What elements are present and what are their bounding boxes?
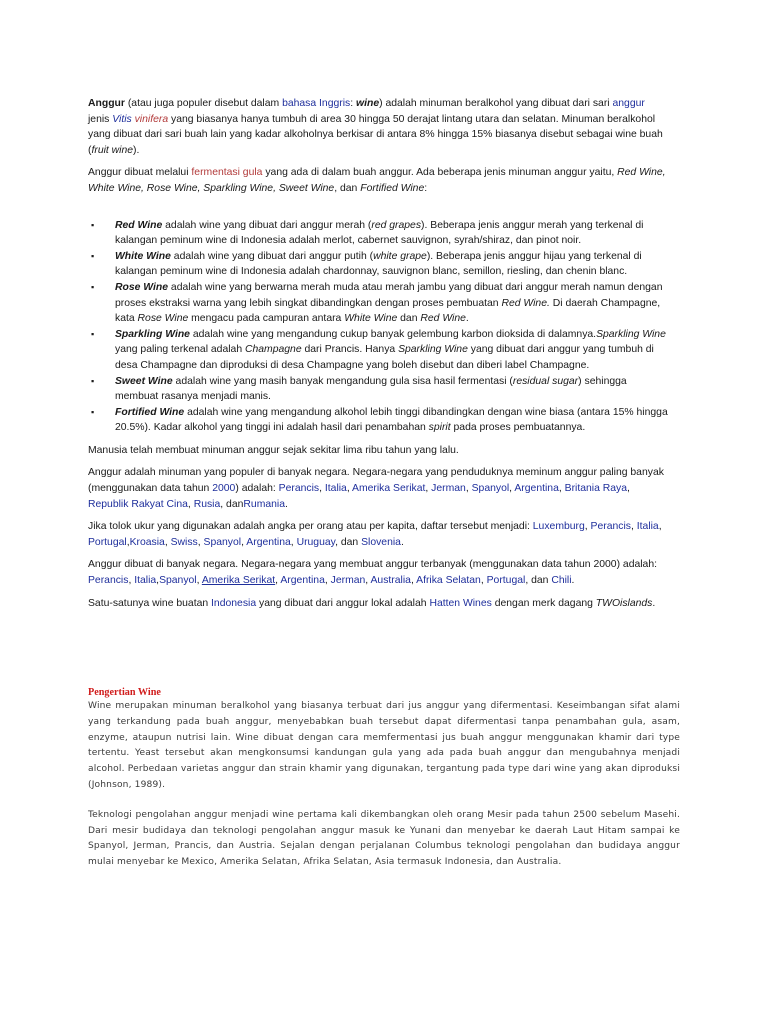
link-country[interactable]: Republik Rakyat Cina [88, 498, 188, 510]
bullet-marker: ▪ [91, 406, 95, 417]
link-country[interactable]: Britania Raya [564, 483, 628, 495]
link-vinifera[interactable]: vinifera [134, 113, 169, 125]
types-paragraph: Anggur dibuat melalui fermentasi gula yang ada di dalam buah anggur. Ada beberapa jenis minuman anggur yaitu, Red Wine, White Wine, Rose Wine, Sparkling Wine, Sweet Wine, dan Fortified Wine: [88, 167, 666, 194]
list-item: ▪ Sweet Wine adalah wine yang masih banyak mengandung gula sisa hasil fermentasi (residual sugar) sehingga membuat rasanya menjadi manis. [91, 375, 627, 403]
link-country[interactable]: Jerman [330, 575, 366, 587]
intro-paragraph: Anggur (atau juga populer disebut dalam bahasa Inggris: wine) adalah minuman beralkohol yang dibuat dari sari anggur jenis Vitis vinifera yang biasanya hanya tumbuh di area 30 hingga 50 derajat lintang utara dan selatan. Minuman beralkohol yang dibuat dari sari buah lain yang kadar alkoholnya berkisar di antara 8% hingga 15% biasanya disebut sebagai wine buah (fruit wine). [88, 98, 663, 156]
list-item: ▪ Red Wine adalah wine yang dibuat dari anggur merah (red grapes). Beberapa jenis anggur merah yang terkenal di kalangan peminum wine di Indonesia adalah merlot, cabernet sauvignon, syrah/shiraz, dan pinot noir. [91, 219, 644, 247]
technology-paragraph: Teknologi pengolahan anggur menjadi wine pertama kali dikembangkan oleh orang Mesir pada tahun 2500 sebelum Masehi. Dari mesir budidaya dan teknologi pengolahan anggur masuk ke Yunani dan menyebar ke daerah Laut Hitam sampai ke Spanyol, Jerman, Prancis, dan Austria. Sejalan dengan perjalanan Columbus teknologi pengolahan dan budidaya anggur mulai menyebar ke Mexico, Amerika Selatan, Afrika Selatan, Asia termasuk Indonesia, dan Australia. [88, 809, 680, 868]
link-country[interactable]: Rusia [193, 498, 221, 510]
bullet-marker: ▪ [91, 375, 95, 386]
list-item: ▪ Fortified Wine adalah wine yang mengandung alkohol lebih tinggi dibandingkan dengan wine biasa (antara 15% hingga 20.5%). Kadar alkohol yang tinggi ini adalah hasil dari penambahan spirit pada proses pembuatannya. [91, 406, 668, 434]
list-item: ▪ Rose Wine adalah wine yang berwarna merah muda atau merah jambu yang dibuat dari anggur merah namun dengan proses ekstraksi warna yang lebih singkat dibandingkan dengan proses pembuatan Red Wine. Di daerah Champagne, kata Rose Wine mengacu pada campuran antara White Wine dan Red Wine. [91, 281, 663, 325]
link-country[interactable]: Portugal [88, 536, 127, 548]
link-country[interactable]: Afrika Selatan [416, 575, 481, 587]
link-fermentasi-gula[interactable]: fermentasi gula [191, 167, 263, 179]
consumption-paragraph: Anggur adalah minuman yang populer di banyak negara. Negara-negara yang penduduknya meminum anggur paling banyak (menggunakan data tahun 2000) adalah: Perancis, Italia, Amerika Serikat, Jerman, Spanyol, Argentina, Britania Raya, Republik Rakyat Cina, Rusia, danRumania. [88, 467, 664, 510]
link-country[interactable]: Swiss [170, 536, 198, 548]
link-hatten-wines[interactable]: Hatten Wines [429, 597, 492, 609]
link-country[interactable]: Italia [134, 575, 157, 587]
production-paragraph: Anggur dibuat di banyak negara. Negara-negara yang membuat anggur terbanyak (menggunakan data tahun 2000) adalah: Perancis, Italia,Spanyol, Amerika Serikat, Argentina, Jerman, Australia, Afrika Selatan, Portugal, dan Chili. [88, 559, 657, 587]
link-country[interactable]: Argentina [514, 483, 559, 495]
link-country[interactable]: Luxemburg [532, 521, 585, 533]
link-country[interactable]: Portugal [486, 575, 526, 587]
per-capita-paragraph: Jika tolok ukur yang digunakan adalah angka per orang atau per kapita, daftar tersebut menjadi: Luxemburg, Perancis, Italia, Portugal,Kroasia, Swiss, Spanyol, Argentina, Uruguay, dan Slovenia. [88, 521, 662, 548]
link-country[interactable]: Perancis [590, 521, 631, 533]
link-country[interactable]: Jerman [431, 483, 466, 495]
link-country[interactable]: Argentina [246, 536, 291, 548]
link-2000[interactable]: 2000 [212, 483, 236, 495]
link-country[interactable]: Chili [551, 575, 572, 587]
link-country[interactable]: Argentina [280, 575, 325, 587]
term-anggur: Anggur [88, 98, 125, 109]
pengertian-section [88, 686, 680, 871]
link-country[interactable]: Australia [370, 575, 411, 587]
link-anggur[interactable]: anggur [612, 98, 645, 109]
link-vitis[interactable]: Vitis [112, 113, 132, 125]
bullet-marker: ▪ [91, 328, 95, 339]
link-country[interactable]: Spanyol [203, 536, 242, 548]
link-country[interactable]: Italia [636, 521, 659, 533]
bullet-marker: ▪ [91, 219, 95, 230]
link-bahasa-inggris[interactable]: bahasa Inggris [282, 98, 351, 109]
term-wine: wine [356, 98, 380, 109]
link-country[interactable]: Perancis [88, 575, 129, 587]
definition-paragraph: Wine merupakan minuman beralkohol yang biasanya terbuat dari jus anggur yang difermentasi. Keseimbangan sifat alami yang terkandung pada buah anggur, menyebabkan buah tersebut dapat difermentasi tanpa penambahan gula, asam, enzyme, ataupun nutrisi lain. Wine dibuat dengan cara memfermentasi jus buah anggur menggunakan khamir dari type tertentu. Yeast tersebut akan mengkonsumsi kandungan gula yang ada pada buah anggur dan mengubahnya menjadi alcohol. Perbedaan varietas anggur dan strain khamir yang digunakan, tergantung pada type dari wine yang akan diproduksi (Johnson, 1989). [88, 701, 680, 790]
indonesia-wine-paragraph: Satu-satunya wine buatan Indonesia yang dibuat dari anggur lokal adalah Hatten Wines dengan merk dagang TWOislands. [88, 597, 656, 609]
bullet-marker: ▪ [91, 250, 95, 261]
link-country[interactable]: Perancis [278, 483, 320, 495]
wikipedia-section [88, 96, 668, 618]
link-country[interactable]: Italia [324, 483, 347, 495]
link-country[interactable]: Rumania [243, 498, 285, 510]
list-item: ▪ Sparkling Wine adalah wine yang mengandung cukup banyak gelembung karbon dioksida di dalamnya.Sparkling Wine yang paling terkenal adalah Champagne dari Prancis. Hanya Sparkling Wine yang dibuat dari anggur yang tumbuh di desa Champagne dan diproduksi di desa Champagne yang boleh disebut dan diberi label Champagne. [91, 328, 666, 371]
wine-types-list [88, 218, 668, 436]
section-heading: Pengertian Wine [88, 687, 161, 698]
link-country[interactable]: Slovenia [361, 536, 401, 548]
link-country[interactable]: Spanyol [471, 483, 510, 495]
history-sentence: Manusia telah membuat minuman anggur sejak sekitar lima ribu tahun yang lalu. [88, 444, 459, 456]
link-country[interactable]: Spanyol [159, 575, 197, 587]
link-country[interactable]: Amerika Serikat [352, 483, 426, 495]
link-country[interactable]: Kroasia [129, 536, 165, 548]
link-country[interactable]: Amerika Serikat [201, 575, 276, 587]
list-item: ▪ White Wine adalah wine yang dibuat dari anggur putih (white grape). Beberapa jenis anggur hijau yang terkenal di kalangan peminum wine di Indonesia adalah chardonnay, sauvignon blanc, semillon, riesling, dan chenin blanc. [91, 250, 642, 278]
bullet-marker: ▪ [91, 281, 95, 292]
link-indonesia[interactable]: Indonesia [211, 597, 257, 609]
link-country[interactable]: Uruguay [296, 536, 336, 548]
